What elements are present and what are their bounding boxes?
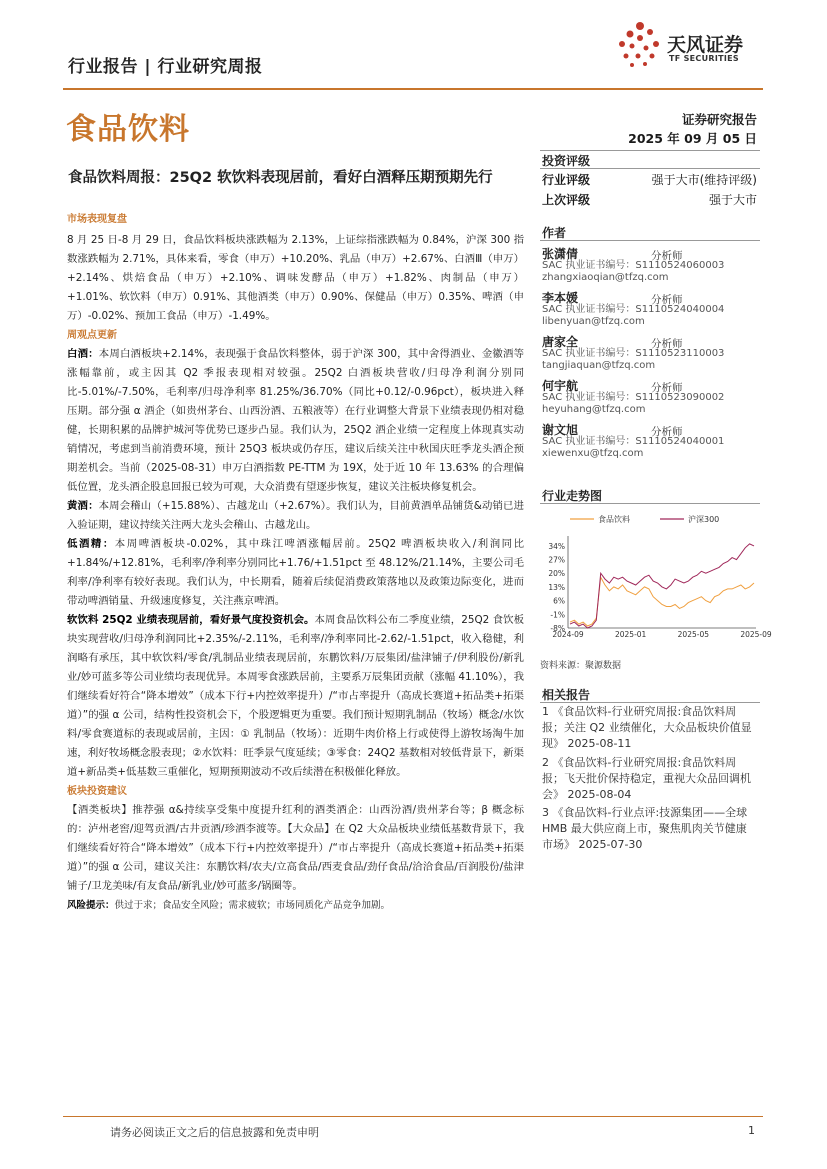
y-tick-label: -1% bbox=[550, 610, 565, 620]
related-divider bbox=[540, 702, 760, 703]
soft-drink-key: 软饮料 25Q2 业绩表现居前，看好景气度投资机会。 bbox=[67, 614, 315, 626]
y-tick-label: 6% bbox=[553, 596, 565, 606]
x-tick-label: 2025-01 bbox=[614, 630, 647, 639]
main-body bbox=[67, 210, 524, 915]
author-name: 李本媛 bbox=[542, 291, 579, 305]
author-email[interactable]: zhangxiaoqian@tfzq.com bbox=[542, 272, 669, 283]
risk-paragraph bbox=[67, 896, 524, 915]
baijiu-text: 本周白酒板块+2.14%，表现强于食品饮料整体，弱于沪深 300，其中舍得酒业、金徽酒等涨幅靠前，或主因其 Q2 季报表现相对较强。25Q2 白酒板块营收/归母净利润分别同比-5.01%/-7.50%，毛利率/归母净利率 81.25%/36.70%（同比+0.12/-0.96pct），板块进入释压期。部分强 α 酒企（如贵州茅台、山西汾酒、五粮液等）在行业调整大背景下业绩表现仍相对稳健，长期积累的品牌护城河等优势已逐步凸显。我们认为，25Q2 酒企业绩一定程度上体现真实动销情况，考虑到当前消费环境，预计 25Q3 板块或仍存压，建议后续关注中秋国庆旺季龙头酒企预期差机会。当前（2025-08-31）申万白酒指数 PE-TTM 为 19X，处于近 10 年 13.63% 的合理偏低位置，龙头酒企股息回报已较为可观，大众消费有望逐步恢复，建议关注板块修复机会。 bbox=[67, 348, 524, 493]
report-date: 2025 年 09 月 05 日 bbox=[628, 131, 757, 146]
last-rating-label: 上次评级 bbox=[542, 193, 591, 207]
author-cert: SAC 执业证书编号：S1110524040004 bbox=[542, 304, 725, 315]
y-tick-label: -8% bbox=[550, 624, 565, 633]
dijiu-paragraph bbox=[67, 535, 524, 611]
legend-label: 食品饮料 bbox=[598, 515, 630, 524]
industry-trend-chart bbox=[540, 510, 772, 640]
report-category: 行业报告 | 行业研究周报 bbox=[68, 57, 263, 77]
author-role: 分析师 bbox=[651, 250, 683, 262]
rating-divider bbox=[540, 168, 760, 169]
author-name: 谢文旭 bbox=[542, 423, 579, 437]
tf-logo-icon bbox=[612, 18, 672, 73]
logo-brand-cn: 天风证券 bbox=[667, 34, 744, 56]
header-divider bbox=[63, 88, 763, 90]
footer-divider bbox=[63, 1116, 763, 1117]
author-name: 何宇航 bbox=[542, 379, 579, 393]
trend-title: 行业走势图 bbox=[542, 489, 603, 503]
author-cert: SAC 执业证书编号：S1110523110003 bbox=[542, 348, 725, 359]
legend-label: 沪深300 bbox=[688, 515, 720, 524]
y-tick-label: 27% bbox=[548, 555, 565, 565]
author-card bbox=[542, 380, 757, 416]
baijiu-key: 白酒： bbox=[67, 348, 99, 360]
related-report-item[interactable]: 2 《食品饮料-行业研究周报:食品饮料周报；飞天批价保持稳定，重视大众品回调机会》 2025-08-04 bbox=[542, 756, 751, 801]
last-rating-row bbox=[542, 191, 757, 208]
sidebar-divider bbox=[540, 150, 760, 151]
y-tick-label: 34% bbox=[548, 541, 565, 551]
authors-title: 作者 bbox=[542, 226, 567, 240]
section-title-invest: 板块投资建议 bbox=[67, 786, 127, 797]
related-report-item[interactable]: 1 《食品饮料-行业研究周报:食品饮料周报；关注 Q2 业绩催化，大众品板块价值显现》 2025-08-11 bbox=[542, 705, 752, 750]
trend-divider bbox=[540, 503, 760, 504]
page-number: 1 bbox=[748, 1124, 755, 1137]
soft-drink-paragraph bbox=[67, 611, 524, 782]
industry-rating-label: 行业评级 bbox=[542, 173, 591, 187]
y-tick-label: 20% bbox=[548, 569, 565, 579]
y-tick-label: 13% bbox=[548, 582, 565, 592]
author-role: 分析师 bbox=[651, 426, 683, 438]
author-cert: SAC 执业证书编号：S1110523090002 bbox=[542, 392, 725, 403]
huangjiu-text: 本周会稽山（+15.88%）、古越龙山（+2.67%）。我们认为，目前黄酒单品铺货&动销已进入验证期，建议持续关注两大龙头会稽山、古越龙山。 bbox=[67, 500, 524, 531]
industry-rating-value: 强于大市(维持评级) bbox=[651, 173, 757, 187]
author-email[interactable]: libenyuan@tfzq.com bbox=[542, 316, 645, 327]
author-card bbox=[542, 292, 757, 328]
author-role: 分析师 bbox=[651, 338, 683, 350]
author-name: 唐家全 bbox=[542, 335, 579, 349]
author-name: 张潇倩 bbox=[542, 247, 579, 261]
market-paragraph: 8 月 25 日-8 月 29 日，食品饮料板块涨跌幅为 2.13%，上证综指涨跌幅为 0.84%，沪深 300 指数涨跌幅为 2.71%，具体来看，零食（申万）+10.20%、乳品（申万）+2.67%、白酒Ⅲ（申万）+2.14%、烘焙食品（申万）+2.10%、调味发酵品（申万）+1.82%、肉制品（申万）+1.01%、软饮料（申万）0.91%、其他酒类（申万）0.90%、保健品（申万）0.35%、啤酒（申万）-0.02%、预加工食品（申万）-1.49%。 bbox=[67, 234, 524, 322]
logo-brand-en: TF SECURITIES bbox=[669, 54, 739, 63]
dijiu-key: 低酒精： bbox=[67, 538, 115, 550]
author-role: 分析师 bbox=[651, 382, 683, 394]
risk-text: 供过于求；食品安全风险；需求疲软；市场同质化产品竞争加剧。 bbox=[114, 900, 391, 911]
related-title: 相关报告 bbox=[542, 688, 591, 702]
huangjiu-paragraph bbox=[67, 497, 524, 535]
last-rating-value: 强于大市 bbox=[708, 193, 757, 207]
author-email[interactable]: heyuhang@tfzq.com bbox=[542, 404, 646, 415]
author-card bbox=[542, 424, 757, 460]
x-tick-label: 2025-05 bbox=[677, 630, 710, 639]
section-title-views: 周观点更新 bbox=[67, 330, 117, 341]
sector-title: 食品饮料 bbox=[66, 112, 190, 147]
author-email[interactable]: tangjiaquan@tfzq.com bbox=[542, 360, 656, 371]
chart-source: 资料来源：聚源数据 bbox=[540, 661, 622, 671]
series-line bbox=[570, 544, 754, 628]
industry-rating-row bbox=[542, 171, 757, 188]
related-report-item[interactable]: 3 《食品饮料-行业点评:技源集团——全球 HMB 最大供应商上市，聚焦肌肉关节健康市场》 2025-07-30 bbox=[542, 806, 748, 851]
author-cert: SAC 执业证书编号：S1110524040001 bbox=[542, 436, 725, 447]
brand-logo bbox=[612, 18, 762, 73]
x-tick-label: 2024-09 bbox=[552, 630, 584, 639]
report-headline: 食品饮料周报：25Q2 软饮料表现居前，看好白酒释压期预期先行 bbox=[68, 170, 493, 186]
author-role: 分析师 bbox=[651, 294, 683, 306]
author-card bbox=[542, 248, 757, 284]
dijiu-text: 本周啤酒板块-0.02%，其中珠江啤酒涨幅居前。25Q2 啤酒板块收入/利润同比+1.84%/+12.81%，毛利率/净利率分别同比+1.76/+1.51pct 至 48.12%/21.14%，主要公司毛利率/净利率有较好表现。我们认为，中长期看，随着后续促消费政策落地以及政策边际变化，进而带动啤酒销量、升级速度修复，关注燕京啤酒。 bbox=[67, 538, 524, 607]
author-email[interactable]: xiewenxu@tfzq.com bbox=[542, 448, 644, 459]
baijiu-paragraph bbox=[67, 345, 524, 497]
author-card bbox=[542, 336, 757, 372]
risk-key: 风险提示： bbox=[67, 900, 115, 911]
rating-title: 投资评级 bbox=[542, 154, 591, 168]
huangjiu-key: 黄酒： bbox=[67, 500, 99, 512]
report-type: 证券研究报告 bbox=[681, 112, 757, 127]
invest-paragraph: 【酒类板块】推荐强 α&持续享受集中度提升红利的酒类酒企：山西汾酒/贵州茅台等；β 概念标的：泸州老窖/迎驾贡酒/古井贡酒/珍酒李渡等。【大众品】在 Q2 大众品板块业绩低基数背景下，我们继续看好符合“降本增效”（成本下行+内控效率提升）/“市占率提升（高成长赛道+拓品类+拓渠道）”的强 α 公司，建议关注：东鹏饮料/农夫/立高食品/西麦食品/劲仔食品/洽洽食品/百润股份/盐津铺子/卫龙美味/有友食品/新乳业/妙可蓝多/锅圈等。 bbox=[67, 804, 524, 892]
authors-divider bbox=[540, 240, 760, 241]
footer-disclaimer[interactable]: 请务必阅读正文之后的信息披露和免责申明 bbox=[110, 1126, 319, 1139]
author-cert: SAC 执业证书编号：S1110524060003 bbox=[542, 260, 725, 271]
section-title-market: 市场表现复盘 bbox=[67, 214, 127, 225]
x-tick-label: 2025-09 bbox=[740, 630, 772, 639]
soft-drink-text: 本周食品饮料公布二季度业绩，25Q2 食饮板块实现营收/归母净利润同比+2.35%/-2.11%，毛利率/净利率同比-2.62/-1.51pct，收入稳健，利润略有承压，其中软饮料/零食/乳制品业绩表现居前，东鹏饮料/万辰集团/盐津铺子/伊利股份/新乳业/妙可蓝多等公司业绩均表现优异。本周零食涨跌居前，主要系万辰集团贡献（涨幅 41.10%），我们继续看好符合“降本增效”（成本下行+内控效率提升）/“市占率提升（高成长赛道+拓品类+拓渠道）”的强 α 公司，结构性投资机会下，个股逻辑更为重要。我们预计短期乳制品（牧场）概念/水饮料/零食赛道标的表现或居前，主因：① 乳制品（牧场）：近期牛肉价格上行或使得上游牧场淘牛加速，利好牧场概念股表现；②水饮料：旺季景气度延续；③零食：24Q2 基数相对较低背景下，新渠道+新品类+低基数三重催化，短期预期波动不改后续潜在积极催化释放。 bbox=[67, 614, 524, 778]
